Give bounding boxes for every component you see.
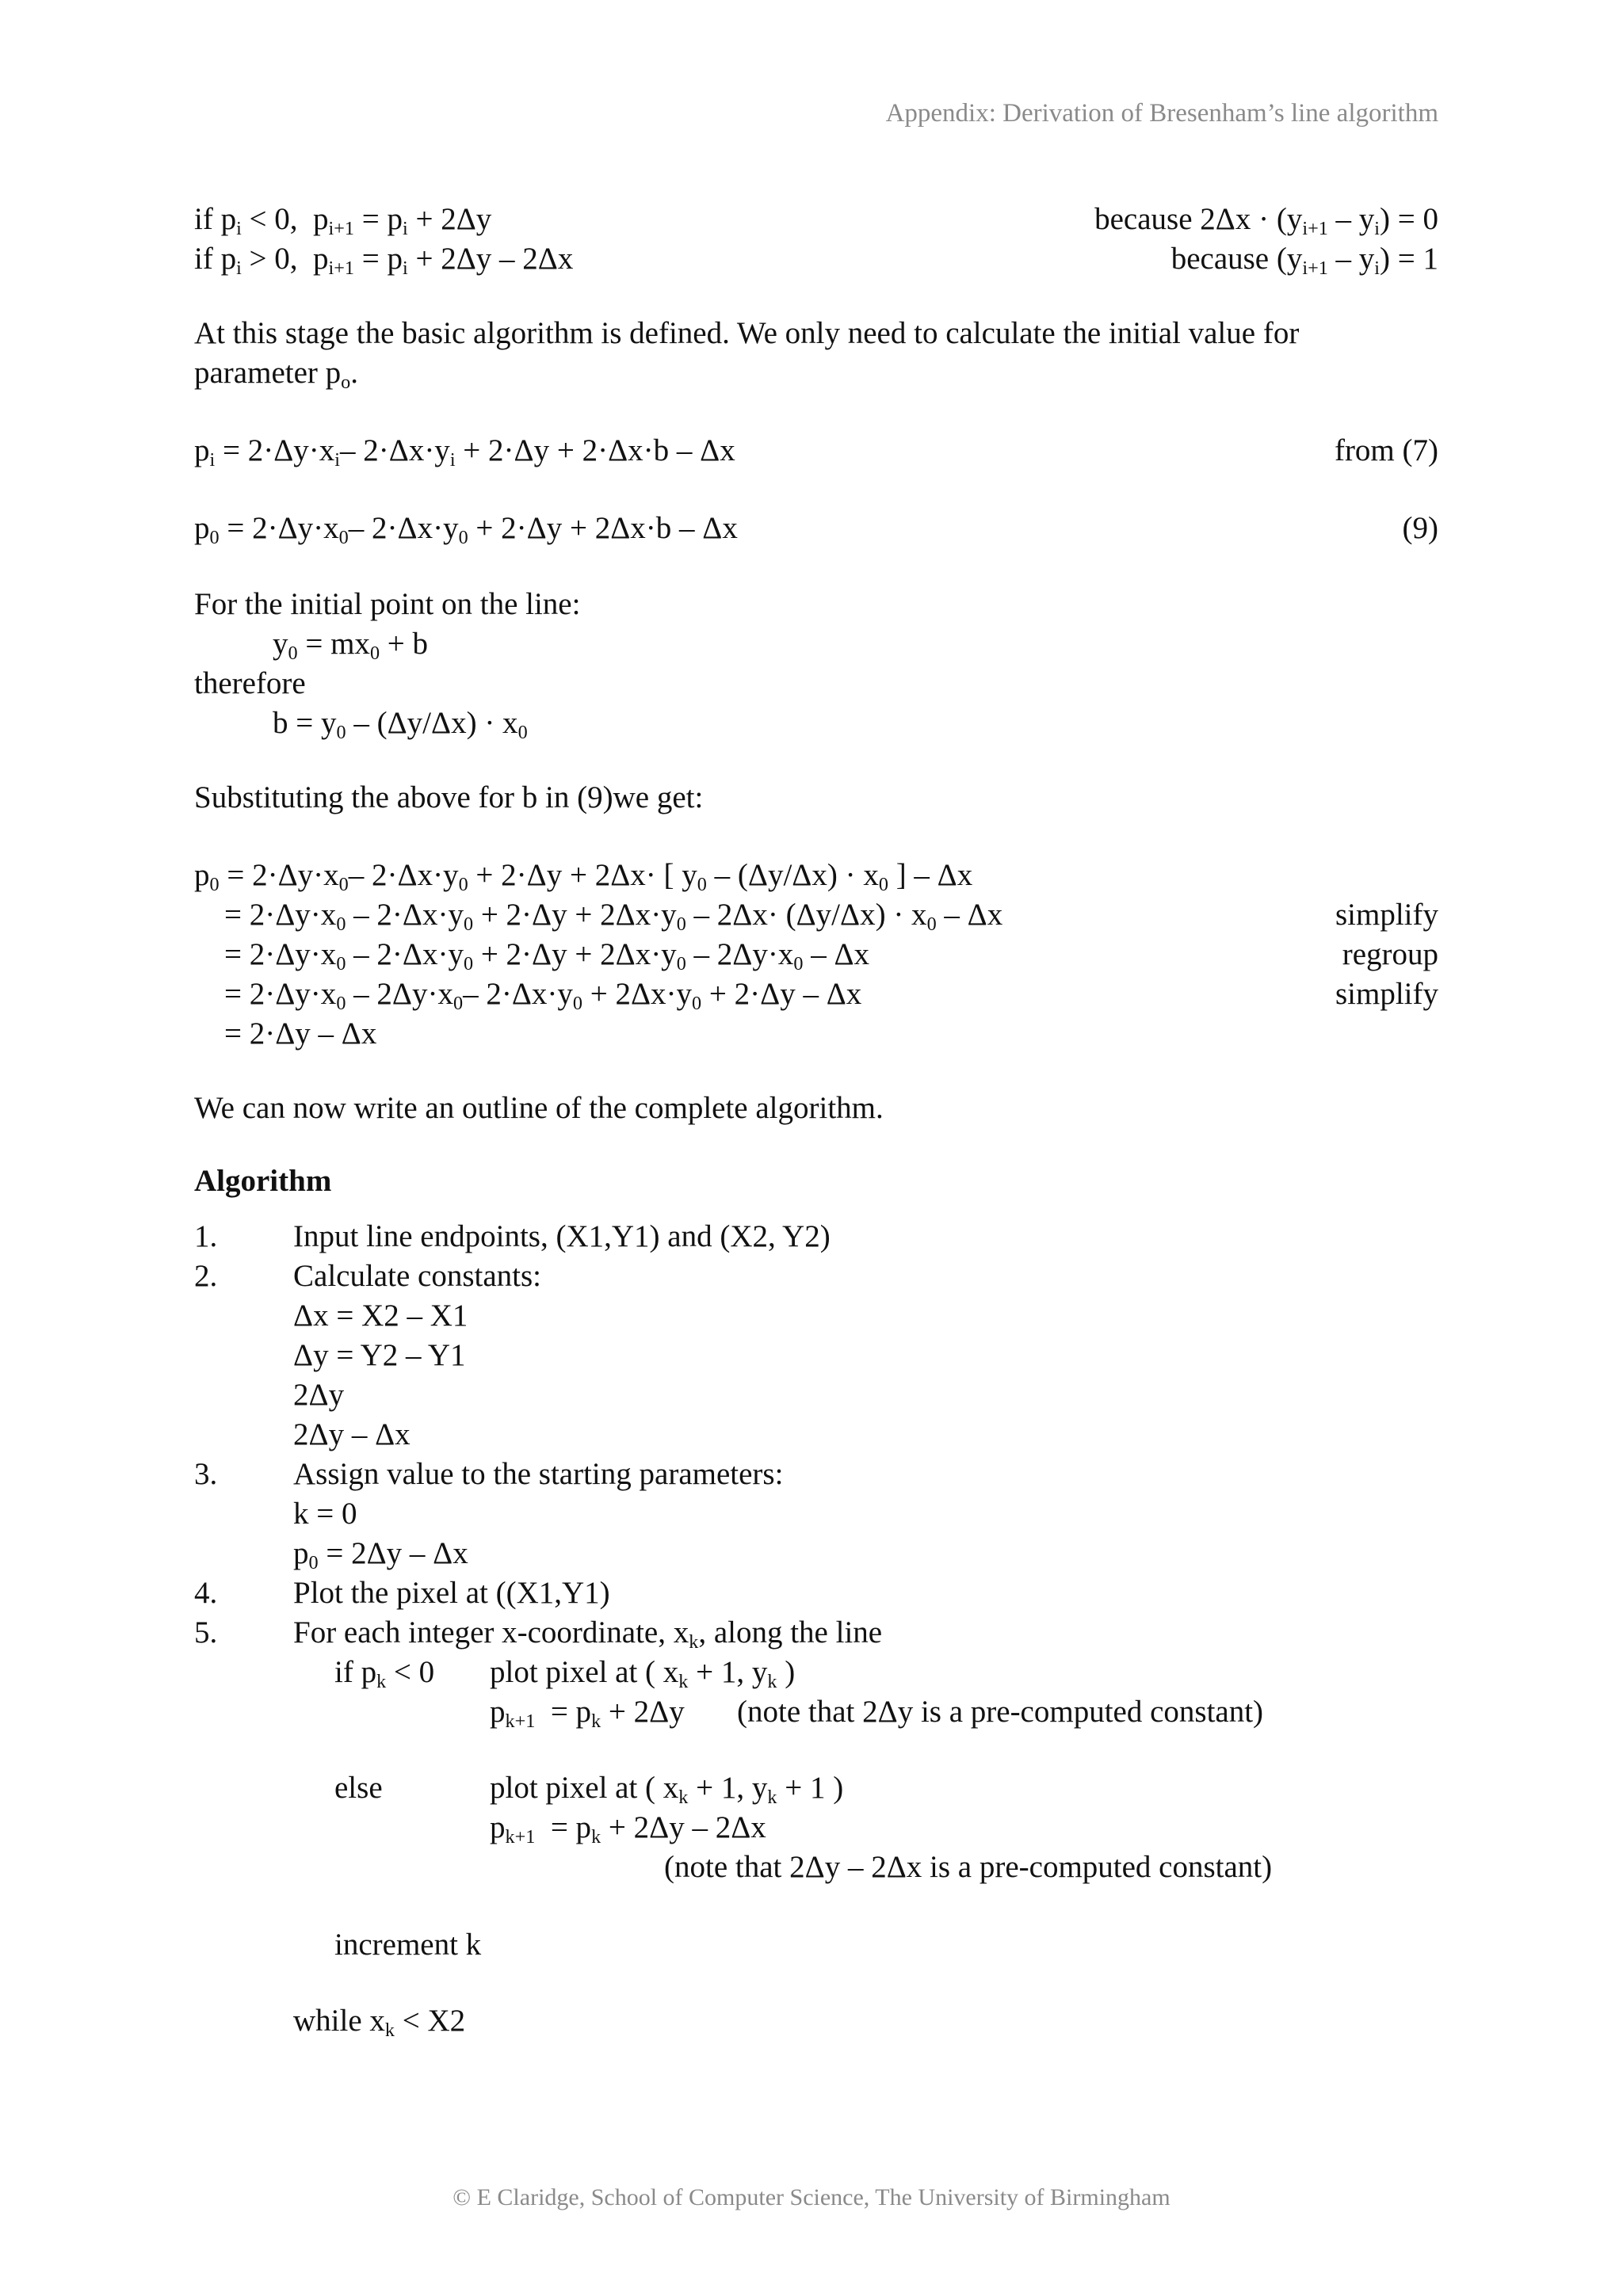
constant-dy: Δy = Y2 – Y1	[293, 1338, 466, 1372]
if-condition: if $p_k < 0$	[334, 1655, 435, 1692]
intro-line-2: parameter $p_o$.	[194, 356, 358, 393]
constant-2dy: 2Δy	[293, 1378, 345, 1412]
step-text-5: For each integer x-coordinate, $x_k$, along the line	[293, 1615, 883, 1653]
else-plot-pixel: plot pixel at ( $x_k + 1$, $y_k + 1$ )	[490, 1771, 844, 1808]
else-update-p: $p_{k+1} = p_k + 2\Delta y - 2\Delta x$	[490, 1810, 766, 1848]
while-condition: while $x_k < X2$	[293, 2004, 466, 2041]
intro-line-1: At this stage the basic algorithm is defined. We only need to calculate the initial value for	[194, 316, 1300, 350]
else-label: else	[334, 1771, 383, 1805]
therefore-text: therefore	[194, 666, 306, 700]
if-update-p: $p_{k+1} = p_k + 2\Delta y$	[490, 1695, 685, 1732]
constant-2dy-minus-dx: 2Δy – Δx	[293, 1417, 411, 1451]
step-text-1: Input line endpoints, (X1,Y1) and (X2, Y2)	[293, 1219, 831, 1253]
step-text-4: Plot the pixel at ((X1,Y1)	[293, 1576, 610, 1610]
start-k: k = 0	[293, 1497, 357, 1531]
derivation-line-5: = 2·Δy – Δx	[224, 1016, 377, 1051]
step-number-5: 5.	[194, 1615, 218, 1650]
step-text-3: Assign value to the starting parameters:	[293, 1457, 784, 1491]
initial-point-heading: For the initial point on the line:	[194, 587, 581, 621]
derivation-note-regroup: regroup	[1342, 937, 1438, 971]
step-number-2: 2.	[194, 1259, 218, 1293]
derivation-line-3: = $2\cdot\Delta y\cdot x_0 - 2\cdot\Delta x\cdot y_0 + 2\cdot\Delta y + 2\Delta x\cdot y_0 - 2\Delta y\cdot x_0 - \Delta x$	[224, 937, 870, 974]
step-number-3: 3.	[194, 1457, 218, 1491]
initial-point-equation: $y_0 = mx_0 + b$	[273, 627, 429, 664]
equation-p0-number: (9)	[1402, 511, 1438, 545]
if-plot-pixel: plot pixel at ( $x_k + 1$, $y_k$ )	[490, 1655, 796, 1692]
step-number-4: 4.	[194, 1576, 218, 1610]
derivation-line-2: = $2\cdot\Delta y\cdot x_0 - 2\cdot\Delta x\cdot y_0 + 2\cdot\Delta y + 2\Delta x\cdot y_0 - 2\Delta x\cdot (\Delta y/\Delta x) \cdot x_0 - \Delta x$	[224, 898, 1003, 935]
derivation-line-1: $p_0 = 2\cdot\Delta y\cdot x_0-$ $2\cdot\Delta x\cdot y_0 + 2\cdot\Delta y + 2\Delta x\cdot$ [ $y_0 - (\Delta y/\Delta x) \cdot x_0$ ] – Δx	[194, 858, 973, 895]
else-note: (note that 2Δy – 2Δx is a pre-computed constant)	[664, 1850, 1273, 1884]
condition-negative: if $p_i < 0$, $p_{i+1} = p_i + 2\Delta y$	[194, 202, 492, 239]
outline-text: We can now write an outline of the complete algorithm.	[194, 1091, 884, 1125]
step-number-1: 1.	[194, 1219, 218, 1253]
if-note: (note that 2Δy is a pre-computed constant)	[737, 1695, 1264, 1729]
start-p0: $p_0 = 2\Delta y - \Delta x$	[293, 1536, 468, 1573]
constant-dx: Δx = X2 – X1	[293, 1299, 468, 1333]
substituting-text: Substituting the above for b in (9)we get:	[194, 780, 704, 814]
derivation-note-simplify: simplify	[1335, 898, 1438, 932]
intercept-equation: $b = y_0 - (\Delta y/\Delta x) \cdot x_0$	[273, 706, 528, 743]
algorithm-heading: Algorithm	[194, 1164, 332, 1198]
condition-negative-reason: because $2\Delta x \cdot (y_{i+1} - y_i) = 0$	[1094, 202, 1438, 239]
running-header: Appendix: Derivation of Bresenham’s line algorithm	[885, 99, 1438, 128]
condition-positive: if $p_i > 0$, $p_{i+1} = p_i + 2\Delta y - 2\Delta x$	[194, 242, 574, 279]
derivation-line-4: = $2\cdot\Delta y\cdot x_0 - 2\Delta y\cdot x_0-$ $2\cdot\Delta x\cdot y_0 + 2\Delta x\cdot y_0 + 2\cdot\Delta y - \Delta x$	[224, 977, 862, 1014]
equation-pi-reference: from (7)	[1334, 433, 1438, 467]
step-text-2: Calculate constants:	[293, 1259, 541, 1293]
derivation-note-simplify-2: simplify	[1335, 977, 1438, 1011]
increment-k: increment k	[334, 1928, 482, 1962]
equation-pi: $p_i = 2\cdot\Delta y\cdot x_i-$ $2\cdot\Delta x\cdot y_i + 2\cdot\Delta y + 2\cdot\Delta x\cdot b - \Delta x$	[194, 433, 735, 471]
condition-positive-reason: because $(y_{i+1} - y_i) = 1$	[1170, 242, 1438, 279]
page-footer: © E Claridge, School of Computer Science, The University of Birmingham	[453, 2184, 1170, 2210]
equation-p0: $p_0 = 2\cdot\Delta y\cdot x_0-$ $2\cdot\Delta x\cdot y_0 + 2\cdot\Delta y + 2\Delta x\cdot b - \Delta x$	[194, 511, 738, 548]
